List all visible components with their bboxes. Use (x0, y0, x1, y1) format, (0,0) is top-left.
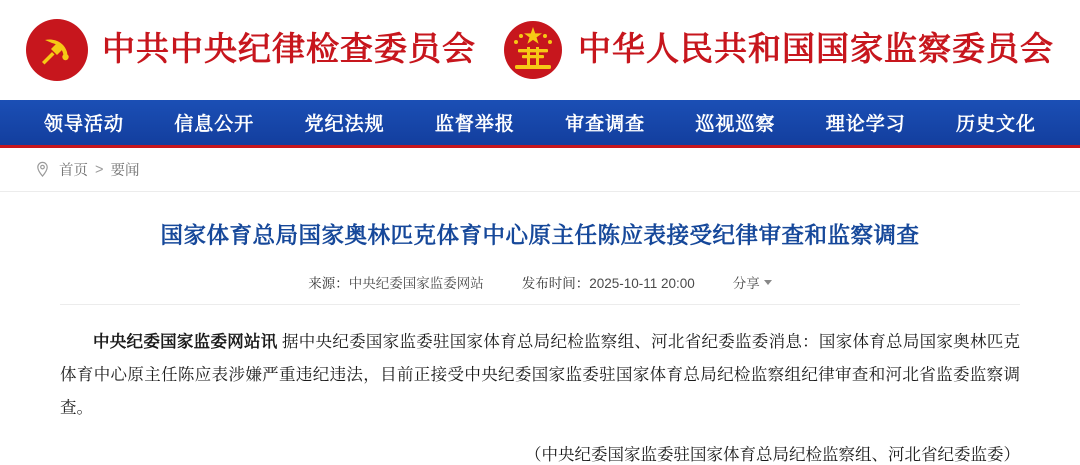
ccp-hammer-sickle-emblem-icon (26, 19, 88, 81)
article-source-label: 来源： (308, 276, 349, 291)
nav-item-inspection[interactable]: 巡视巡察 (695, 114, 776, 135)
brand-ccdi[interactable] (26, 19, 502, 81)
brand-national-supervisory[interactable] (502, 19, 1054, 81)
nav-item-supervision-reporting[interactable]: 监督举报 (434, 114, 515, 135)
article-lead: 中央纪委国家监委网站讯 (93, 332, 278, 351)
nav-item-review-investigation[interactable]: 审查调查 (565, 114, 646, 135)
article-body (60, 325, 1020, 424)
ccdi-title: 中共中央纪律检查委员会 (102, 31, 476, 68)
article-source-value: 中央纪委国家监委网站 (348, 276, 484, 291)
breadcrumb (0, 148, 1080, 192)
nav-item-information-disclosure[interactable]: 信息公开 (174, 114, 255, 135)
article-publish-time (522, 272, 695, 292)
article-container (0, 218, 1080, 465)
nav-item-theory-study[interactable]: 理论学习 (825, 114, 906, 135)
main-navigation (0, 100, 1080, 148)
article-signature: （中央纪委国家监委驻国家体育总局纪检监察组、河北省纪委监委） (525, 444, 1020, 464)
share-button[interactable] (733, 272, 772, 292)
breadcrumb-separator: > (95, 161, 104, 178)
prc-national-emblem-icon (502, 19, 564, 81)
chevron-down-icon (764, 280, 772, 285)
page-title: 国家体育总局国家奥林匹克体育中心原主任陈应表接受纪律审查和监察调查 (160, 223, 920, 248)
site-masthead (0, 0, 1080, 100)
article-body-text: 据中央纪委国家监委驻国家体育总局纪检监察组、河北省纪委监委消息：国家体育总局国家奥林匹克体育中心原主任陈应表涉嫌严重违纪违法，目前正接受中央纪委国家监委驻国家体育总局纪检监察组纪律审查和河北省监委监察调查。 (60, 332, 1021, 417)
nav-item-party-regulations[interactable]: 党纪法规 (304, 114, 385, 135)
location-pin-icon (34, 161, 51, 178)
national-supervisory-title: 中华人民共和国国家监察委员会 (578, 31, 1054, 68)
nav-item-leadership[interactable]: 领导活动 (44, 114, 125, 135)
share-label: 分享 (732, 276, 760, 291)
article-source (308, 272, 484, 292)
breadcrumb-current: 要闻 (110, 163, 140, 179)
article-publish-label: 发布时间： (521, 276, 590, 291)
nav-item-history-culture[interactable]: 历史文化 (955, 114, 1036, 135)
article-publish-value: 2025-10-11 20:00 (589, 276, 695, 291)
breadcrumb-home[interactable]: 首页 (59, 163, 88, 179)
article-meta (60, 272, 1020, 305)
